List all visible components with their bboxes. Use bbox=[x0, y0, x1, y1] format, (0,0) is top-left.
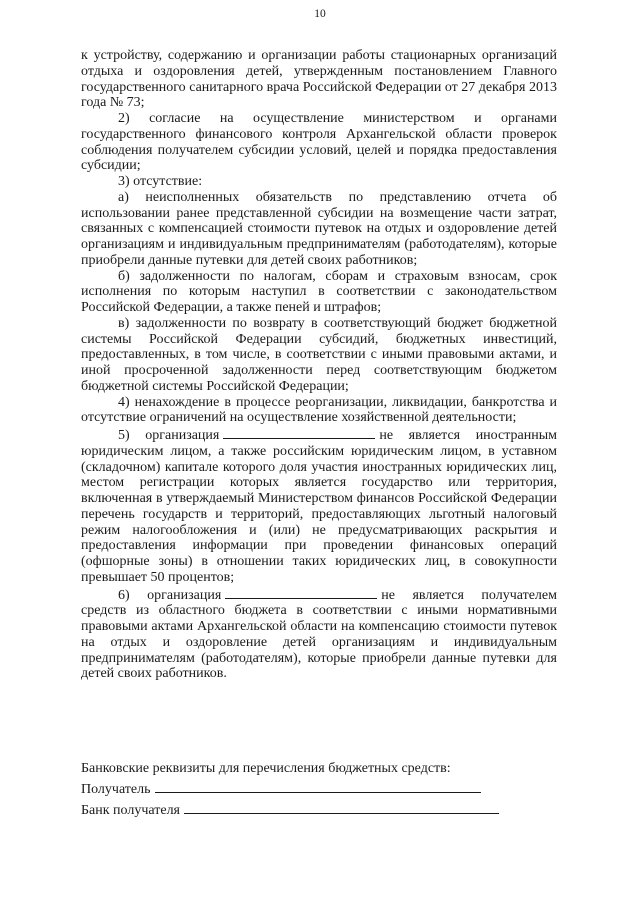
paragraph-item-3b: б) задолженности по налогам, сборам и страховым взносам, срок исполнения по которым наступил в соответствии с законодательством Российской Федерации, а также пеней и штрафов; bbox=[81, 268, 557, 315]
bank-label: Банк получателя bbox=[81, 803, 180, 818]
document-body bbox=[81, 48, 557, 682]
organization-name-field-1[interactable] bbox=[223, 426, 375, 439]
bank-field[interactable] bbox=[184, 800, 499, 814]
paragraph-item-5 bbox=[81, 426, 557, 586]
recipient-label: Получатель bbox=[81, 782, 151, 797]
organization-name-field-2[interactable] bbox=[225, 586, 377, 599]
recipient-field[interactable] bbox=[155, 779, 481, 793]
item-5-text: не является иностранным юридическим лицом, а также российским юридическим лицом, в уставном (складочном) капитале которого доля участия иностранных юридических лиц, местом регистрации которых является государство или территория, включенная в утверждаемый Министерством финансов Российской Федерации перечень государств и территорий, предоставляющих льготный налоговый режим налогообложения и (или) не предусматривающих раскрытия и предоставления информации при проведении финансовых операций (офшорные зоны) в отношении таких юридических лиц, в совокупности превышает 50 процентов; bbox=[81, 428, 557, 585]
paragraph-item-2: 2) согласие на осуществление министерством и органами государственного финансового контроля Архангельской области проверок соблюдения получателем субсидии условий, целей и порядка предоставления субсидии; bbox=[81, 111, 557, 174]
paragraph-item-3: 3) отсутствие: bbox=[118, 174, 203, 189]
item-6-text: не является получателем средств из областного бюджета в соответствии с иными нормативными правовыми актами Архангельской области на компенсацию стоимости путевок на отдых и оздоровление детей организациям и индивидуальным предпринимателям (работодателям), которые приобрели данные путевки для детей своих работников. bbox=[81, 587, 557, 682]
recipient-row bbox=[81, 779, 501, 800]
bank-details-heading: Банковские реквизиты для перечисления бюджетных средств: bbox=[81, 761, 451, 776]
page-number: 10 bbox=[314, 8, 326, 20]
paragraph-item-3c: в) задолженности по возврату в соответствующий бюджет бюджетной системы Российской Федерации субсидий, бюджетных инвестиций, предоставленных, в том числе, в соответствии с иными правовыми актами, и иной просроченной задолженности перед соответствующим бюджетом бюджетной системы Российской Федерации; bbox=[81, 315, 557, 394]
paragraph-item-4: 4) ненахождение в процессе реорганизации, ликвидации, банкротства и отсутствие ограничений на осуществление хозяйственной деятельности; bbox=[81, 394, 557, 426]
paragraph-item-3a: а) неисполненных обязательств по представлению отчета об использовании ранее представленной субсидии на возмещение части затрат, связанных с компенсацией стоимости путевок на отдых и оздоровление детей организациям и индивидуальным предпринимателям (работодателям), которые приобрели данные путевки для детей своих работников; bbox=[81, 189, 557, 268]
paragraph-continuation: к устройству, содержанию и организации работы стационарных организаций отдыха и оздоровления детей, утвержденным постановлением Главного государственного санитарного врача Российской Федерации от 27 декабря 2013 года № 73; bbox=[81, 48, 557, 111]
paragraph-item-6 bbox=[81, 586, 557, 683]
bank-details-section bbox=[81, 758, 501, 821]
item-6-label: 6) организация bbox=[118, 587, 222, 603]
item-5-label: 5) организация bbox=[118, 428, 220, 443]
bank-row bbox=[81, 800, 501, 821]
